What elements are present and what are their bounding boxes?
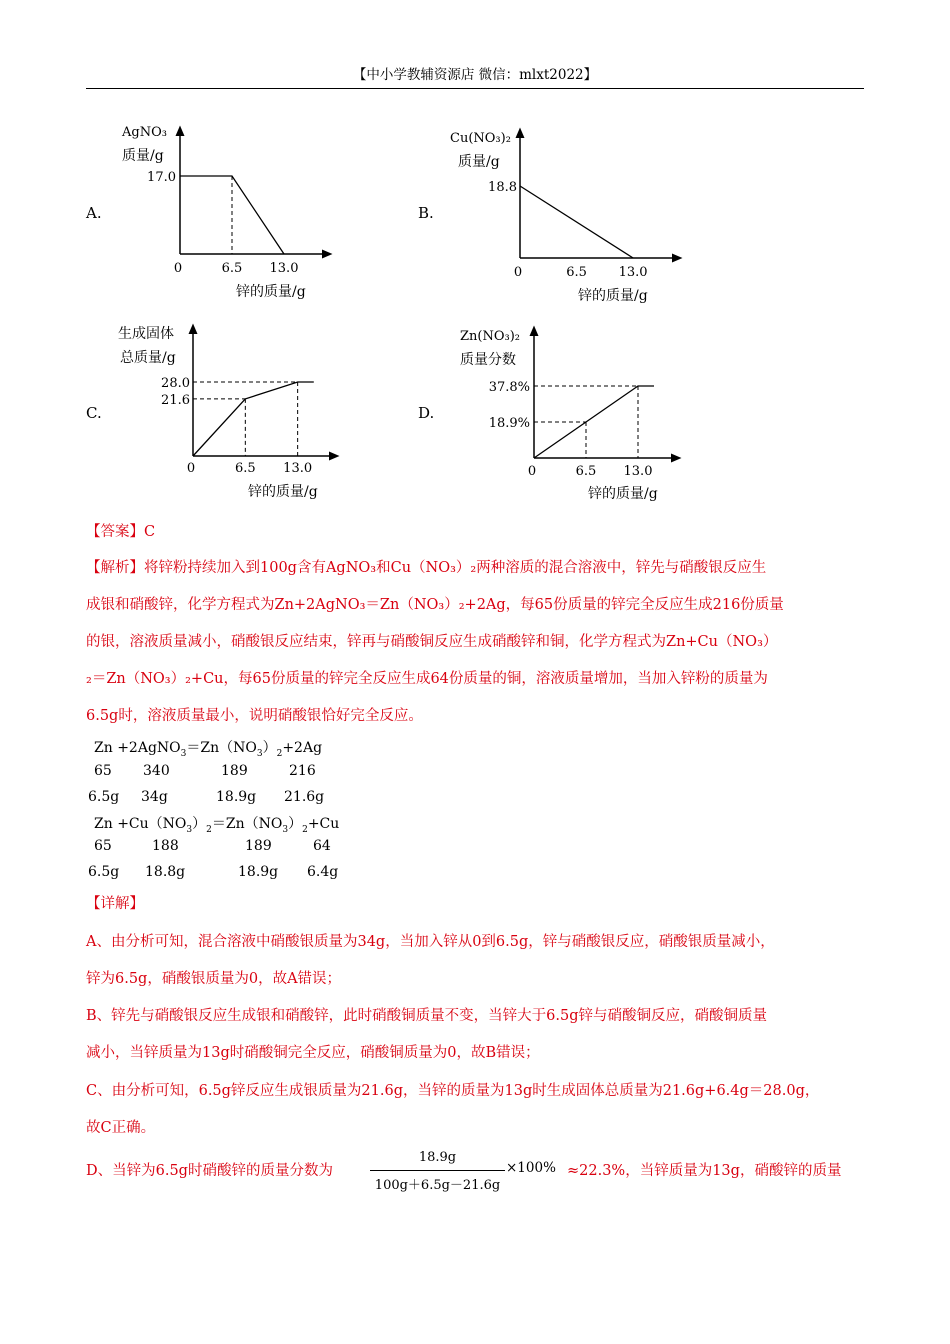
eq-text: +2Ag bbox=[282, 740, 323, 756]
y-axis-label-1: AgNO₃ bbox=[122, 125, 167, 140]
eq2-ratio-0: 65 bbox=[94, 838, 112, 854]
eq-text: +Cu（NO bbox=[117, 816, 187, 832]
analysis-line-5: 6.5g时，溶液质量最小，说明硝酸银恰好完全反应。 bbox=[86, 708, 423, 724]
detail-d-prefix: D、当锌为6.5g时硝酸锌的质量分数为 bbox=[86, 1163, 333, 1179]
x-tick: 0 bbox=[527, 464, 537, 479]
eq-text: Zn bbox=[94, 816, 113, 832]
x-tick: 6.5 bbox=[234, 461, 256, 476]
y-axis-label-2: 质量/g bbox=[458, 154, 500, 170]
y-tick: 18.9% bbox=[488, 416, 530, 431]
fraction-numerator: 18.9g bbox=[418, 1150, 457, 1165]
x-axis-label: 锌的质量/g bbox=[248, 484, 318, 500]
detail-c-line-1: C、由分析可知，6.5g锌反应生成银质量为21.6g，当锌的质量为13g时生成固体总质量为21.6g+6.4g＝28.0g， bbox=[86, 1083, 820, 1099]
eq2-ratio-1: 188 bbox=[152, 838, 179, 854]
analysis-tag: 【解析】 bbox=[86, 560, 144, 576]
eq-text: ＝Zn（NO bbox=[186, 740, 257, 756]
data-line bbox=[520, 186, 633, 258]
eq1-ratio-3: 216 bbox=[289, 763, 316, 779]
y-axis-label-1: 生成固体 bbox=[118, 326, 174, 342]
eq-subscript: 3 bbox=[256, 749, 263, 759]
eq-subscript: 2 bbox=[276, 749, 283, 759]
x-tick: 13.0 bbox=[623, 464, 653, 479]
chart-d bbox=[452, 318, 692, 508]
option-c-label: C. bbox=[86, 404, 102, 422]
detail-a-line-1: A、由分析可知，混合溶液中硝酸银质量为34g，当加入锌从0到6.5g，锌与硝酸银反应，硝酸银质量减小， bbox=[86, 934, 775, 950]
y-tick: 21.6 bbox=[161, 392, 190, 408]
eq-subscript: 3 bbox=[180, 749, 187, 759]
detail-d-suffix: ≈22.3%，当锌质量为13g，硝酸锌的质量 bbox=[567, 1163, 842, 1179]
y-tick: 17.0 bbox=[147, 170, 176, 185]
data-line bbox=[193, 382, 314, 456]
eq1-ratio-2: 189 bbox=[221, 763, 248, 779]
analysis-line-1 bbox=[86, 558, 866, 578]
y-axis-label-2: 质量/g bbox=[122, 148, 164, 164]
y-tick: 37.8% bbox=[488, 380, 530, 395]
detail-b-line-2: 减小，当锌质量为13g时硝酸铜完全反应，硝酸铜质量为0，故B错误； bbox=[86, 1045, 540, 1061]
chart-c bbox=[110, 318, 350, 508]
detail-tag: 【详解】 bbox=[86, 896, 144, 912]
answer-value: C bbox=[144, 524, 156, 540]
x-tick: 0 bbox=[173, 261, 183, 276]
analysis-text: 将锌粉持续加入到100g含有AgNO₃和Cu（NO₃）₂两种溶质的混合溶液中，锌先与硝酸银反应生 bbox=[144, 560, 767, 576]
x-tick: 13.0 bbox=[283, 461, 313, 476]
x-axis-label: 锌的质量/g bbox=[588, 486, 658, 502]
x-tick: 0 bbox=[513, 265, 523, 280]
eq-subscript: 2 bbox=[302, 825, 308, 835]
y-axis-label-2: 质量分数 bbox=[460, 352, 516, 368]
x-tick: 6.5 bbox=[575, 464, 597, 479]
detail-a-line-2: 锌为6.5g，硝酸银质量为0，故A错误； bbox=[86, 971, 342, 987]
fraction-bar bbox=[370, 1170, 505, 1171]
eq2-ratio-2: 189 bbox=[245, 838, 272, 854]
eq2-mass-2: 18.9g bbox=[238, 864, 279, 880]
page-header: 【中小学教辅资源店 微信：mlxt2022】 bbox=[86, 64, 864, 89]
equation-2 bbox=[94, 813, 339, 835]
eq1-mass-1: 34g bbox=[141, 789, 168, 805]
eq-subscript: 2 bbox=[206, 825, 212, 835]
eq-subscript: 3 bbox=[186, 825, 193, 835]
y-tick: 18.8 bbox=[488, 180, 517, 195]
eq2-mass-3: 6.4g bbox=[307, 864, 339, 880]
x-tick: 6.5 bbox=[566, 265, 587, 280]
option-d-label: D. bbox=[418, 404, 435, 422]
eq-subscript: 3 bbox=[282, 825, 289, 835]
option-b-label: B. bbox=[418, 204, 434, 222]
x-tick: 0 bbox=[186, 461, 196, 476]
eq1-ratio-0: 65 bbox=[94, 763, 112, 779]
y-tick: 28.0 bbox=[161, 376, 190, 391]
answer-tag: 【答案】 bbox=[86, 524, 144, 540]
fraction-denominator: 100g＋6.5g－21.6g bbox=[374, 1178, 501, 1193]
x-axis-label: 锌的质量/g bbox=[236, 284, 306, 300]
eq1-mass-2: 18.9g bbox=[216, 789, 257, 805]
x-tick: 13.0 bbox=[269, 261, 299, 276]
eq2-ratio-3: 64 bbox=[313, 838, 331, 854]
eq-text: ） bbox=[192, 816, 207, 832]
eq-text: ＝Zn（NO bbox=[211, 816, 283, 832]
times-percent: ×100% bbox=[506, 1160, 556, 1176]
x-tick: 6.5 bbox=[221, 261, 243, 276]
eq2-mass-0: 6.5g bbox=[88, 864, 120, 880]
detail-b-line-1: B、锌先与硝酸银反应生成银和硝酸锌，此时硝酸铜质量不变，当锌大于6.5g锌与硝酸铜反应，硝酸铜质量 bbox=[86, 1008, 767, 1024]
y-axis-label-1: Zn(NO₃)₂ bbox=[460, 329, 521, 344]
eq1-mass-0: 6.5g bbox=[88, 789, 120, 805]
answer-line bbox=[86, 522, 866, 542]
eq2-mass-1: 18.8g bbox=[145, 864, 186, 880]
equation-1 bbox=[94, 737, 322, 759]
x-axis-label: 锌的质量/g bbox=[578, 288, 648, 304]
eq1-mass-3: 21.6g bbox=[284, 789, 325, 805]
y-axis-label-2: 总质量/g bbox=[120, 350, 176, 366]
chart-b bbox=[440, 122, 690, 312]
eq-text: +2AgNO bbox=[117, 740, 181, 756]
eq-text: ） bbox=[262, 740, 277, 756]
analysis-line-2: 成银和硝酸锌，化学方程式为Zn+2AgNO₃＝Zn（NO₃）₂+2Ag，每65份质量的锌完全反应生成216份质量 bbox=[86, 597, 784, 613]
chart-a bbox=[110, 118, 340, 308]
analysis-line-3: 的银，溶液质量减小，硝酸银反应结束，锌再与硝酸铜反应生成硝酸锌和铜，化学方程式为Zn+Cu（NO₃） bbox=[86, 634, 778, 650]
eq-text: ） bbox=[288, 816, 303, 832]
eq1-ratio-1: 340 bbox=[143, 763, 170, 779]
analysis-line-4: ₂＝Zn（NO₃）₂+Cu，每65份质量的锌完全反应生成64份质量的铜，溶液质量增加，当加入锌粉的质量为 bbox=[86, 671, 768, 687]
option-a-label: A. bbox=[86, 204, 102, 222]
eq-text: +Cu bbox=[307, 816, 340, 832]
detail-c-line-2: 故C正确。 bbox=[86, 1120, 156, 1136]
x-tick: 13.0 bbox=[618, 265, 648, 280]
eq-text: Zn bbox=[94, 740, 113, 756]
y-axis-label-1: Cu(NO₃)₂ bbox=[450, 131, 511, 146]
